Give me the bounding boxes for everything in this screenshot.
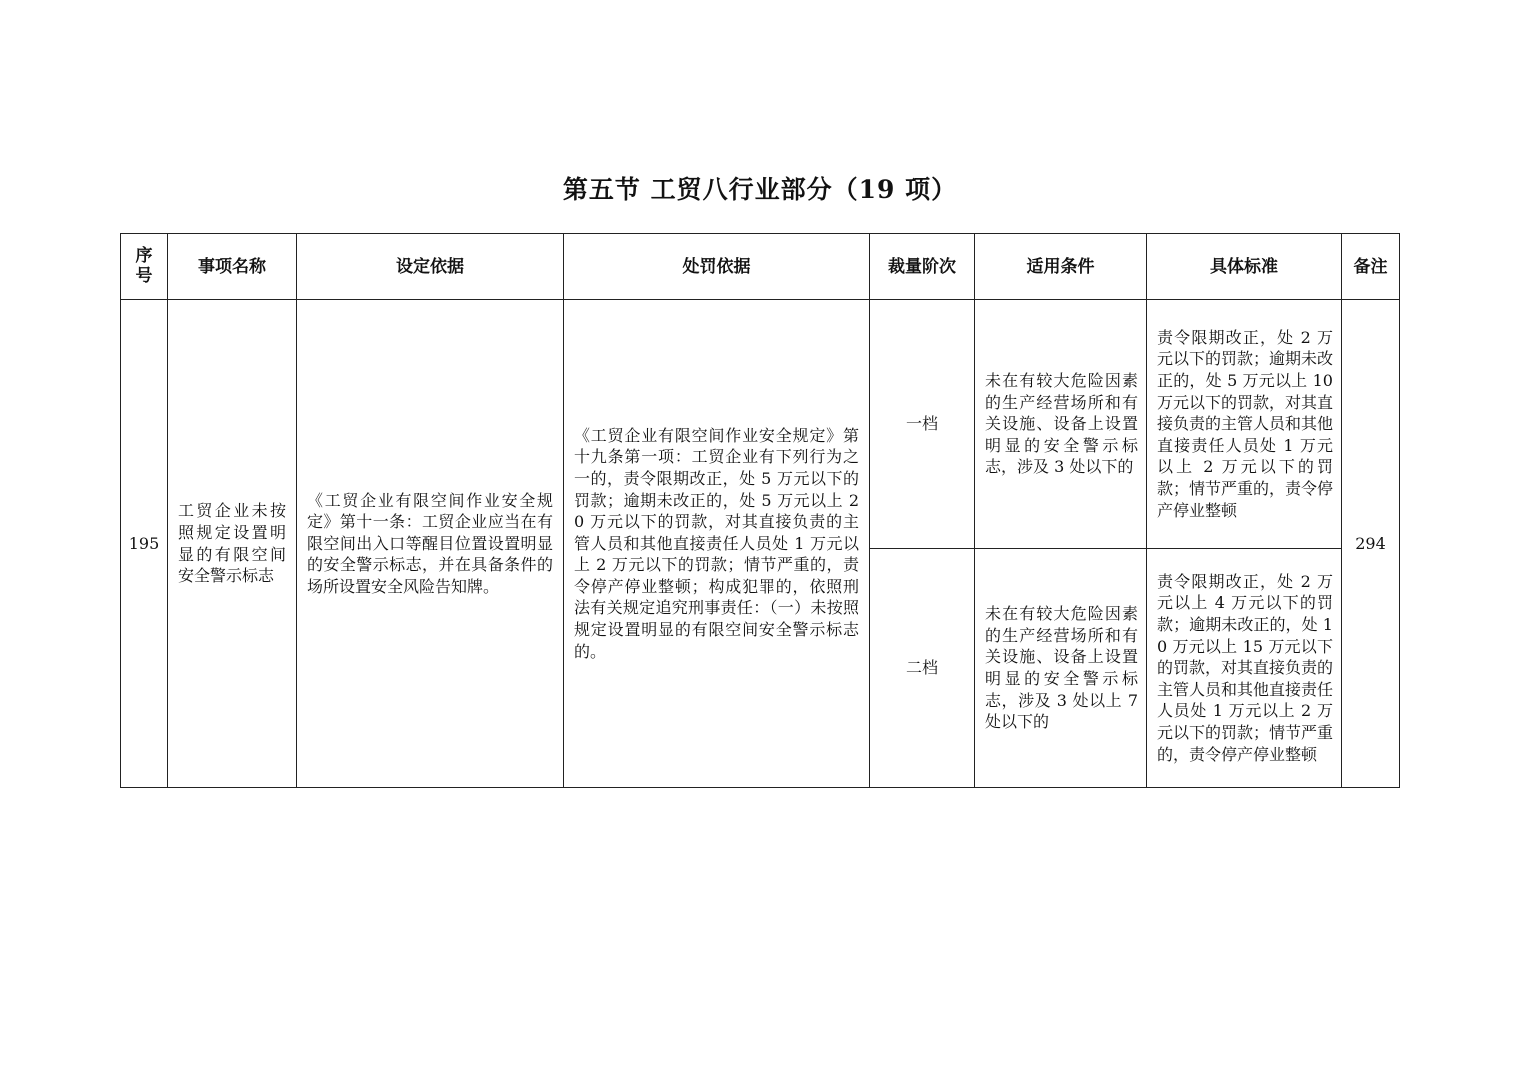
- header-basis: 设定依据: [297, 234, 564, 300]
- cell-standard-1: 责令限期改正，处 2 万元以下的罚款；逾期未改正的，处 5 万元以上 10 万元以下的罚款，对其直接负责的主管人员和其他直接责任人员处 1 万元以上 2 万元以下的罚款；情节严重的，责令停产停业整顿: [1147, 300, 1342, 549]
- header-row: [121, 234, 1400, 300]
- header-remarks: 备注: [1342, 234, 1400, 300]
- header-seq: 序号: [121, 234, 168, 300]
- page-title: 第五节 工贸八行业部分（19 项）: [562, 175, 958, 204]
- cell-remarks: 294: [1342, 300, 1400, 788]
- cell-basis: 《工贸企业有限空间作业安全规定》第十一条：工贸企业应当在有限空间出入口等醒目位置设置明显的安全警示标志，并在具备条件的场所设置安全风险告知牌。: [297, 300, 564, 788]
- header-penalty-basis: 处罚依据: [564, 234, 870, 300]
- penalty-table: [120, 233, 1400, 788]
- cell-item-name: 工贸企业未按照规定设置明显的有限空间安全警示标志: [168, 300, 297, 788]
- header-tier: 裁量阶次: [870, 234, 975, 300]
- cell-conditions-2: 未在有较大危险因素的生产经营场所和有关设施、设备上设置明显的安全警示标志，涉及 3 处以上 7 处以下的: [975, 549, 1147, 788]
- cell-penalty-basis: 《工贸企业有限空间作业安全规定》第十九条第一项：工贸企业有下列行为之一的，责令限期改正，处 5 万元以下的罚款；逾期未改正的，处 5 万元以上 20 万元以下的罚款，对其直接负责的主管人员和其他直接责任人员处 1 万元以上 2 万元以下的罚款；情节严重的，责令停产停业整顿；构成犯罪的，依照刑法有关规定追究刑事责任：（一）未按照规定设置明显的有限空间安全警示标志的。: [564, 300, 870, 788]
- header-item-name: 事项名称: [168, 234, 297, 300]
- header-standard: 具体标准: [1147, 234, 1342, 300]
- cell-tier-1: 一档: [870, 300, 975, 549]
- cell-tier-2: 二档: [870, 549, 975, 788]
- cell-standard-2: 责令限期改正，处 2 万元以上 4 万元以下的罚款；逾期未改正的，处 10 万元以上 15 万元以下的罚款，对其直接负责的主管人员和其他直接责任人员处 1 万元以上 2 万元以下的罚款；情节严重的，责令停产停业整顿: [1147, 549, 1342, 788]
- header-conditions: 适用条件: [975, 234, 1147, 300]
- cell-seq: 195: [121, 300, 168, 788]
- table-row: [121, 300, 1400, 549]
- cell-conditions-1: 未在有较大危险因素的生产经营场所和有关设施、设备上设置明显的安全警示标志，涉及 3 处以下的: [975, 300, 1147, 549]
